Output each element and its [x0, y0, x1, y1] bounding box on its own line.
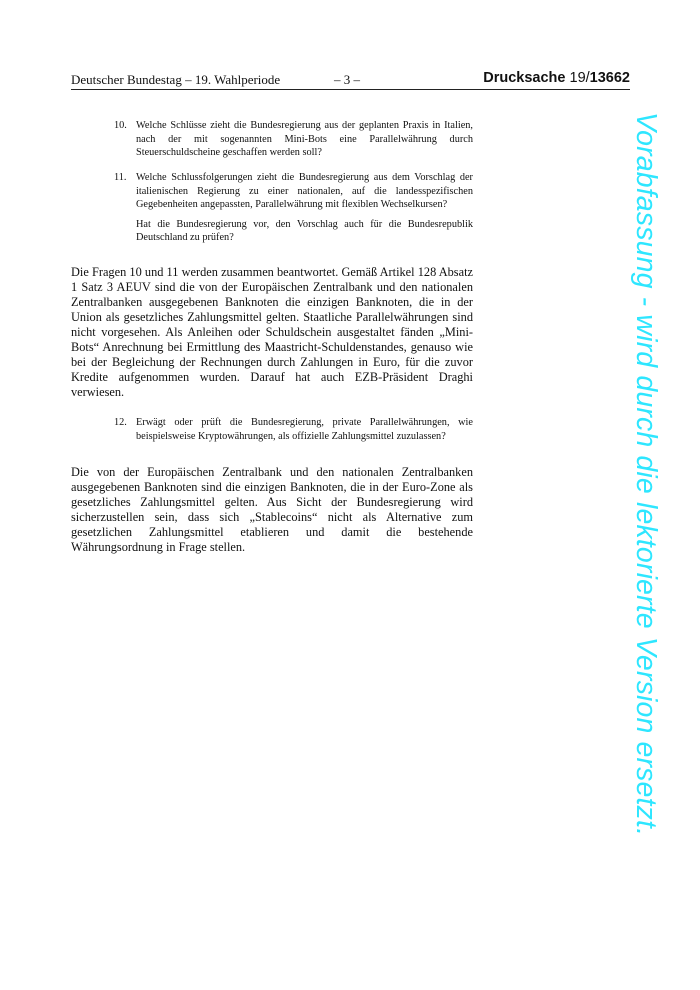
question-text: Erwägt oder prüft die Bundesregierung, private Parallelwährungen, wie beispielsweise Kryptowährungen, als offizielle Zahlungsmittel zuzulassen? — [136, 417, 473, 442]
answer-10-11: Die Fragen 10 und 11 werden zusammen beantwortet. Gemäß Artikel 128 Absatz 1 Satz 3 AEUV sind die von der Europäischen Zentralbank und den nationalen Zentralbanken ausgegebenen Banknoten die einzigen Banknoten, die in der Union als gesetzliches Zahlungsmittel gelten. Staatliche Parallelwährungen sind nicht vorgesehen. Als Anleihen oder Schuldschein ausgestaltet fänden „Mini-Bots“ Anrechnung bei Ermittlung des Maastricht-Schuldenstandes, genauso wie bei der Begleichung der Rechnungen durch Zahlungen in Euro, für die zuvor Kredite aufgenommen wurden. Darauf hat auch EZB-Präsident Draghi verwiesen. — [71, 265, 473, 399]
page-number: – 3 – — [334, 72, 360, 87]
question-text: Welche Schlüsse zieht die Bundesregierung aus der geplanten Praxis in Italien, nach der mit sogenannten Mini-Bots eine Parallelwährung durch Steuerschuldscheine geschaffen werden soll? — [136, 120, 473, 158]
document-number-value: 13662 — [589, 70, 630, 86]
draft-watermark: Vorabfassung - wird durch die lektorierte Version ersetzt. — [630, 112, 662, 837]
question-number: 12. — [114, 417, 127, 428]
question-11 — [114, 171, 473, 245]
question-number: 10. — [114, 120, 127, 131]
header-publisher: Deutscher Bundestag – 19. Wahlperiode — [71, 72, 281, 87]
document-label: Drucksache — [483, 70, 566, 86]
question-subtext: Hat die Bundesregierung vor, den Vorschlag auch für die Bundesrepublik Deutschland zu prüfen? — [136, 218, 473, 243]
question-text: Welche Schlussfolgerungen zieht die Bundesregierung aus dem Vorschlag der italienischen Regierung zu einer nationalen, auf die landesspezifischen Gegebenheiten angepassten, Parallelwährung mit flexiblen Wechselkursen? — [136, 172, 473, 210]
document-number — [483, 70, 630, 86]
page-header — [71, 70, 630, 90]
document-number-prefix: 19/ — [569, 70, 590, 86]
answer-12: Die von der Europäischen Zentralbank und den nationalen Zentralbanken ausgegebenen Banknoten sind die einzigen Banknoten, die in der Euro-Zone als gesetzliches Zahlungsmittel gelten. Aus Sicht der Bundesregierung wird sicherzustellen sein, dass sich „Stablecoins“ nicht als Alternative zum gesetzlichen Zahlungsmittel etablieren und damit die bestehende Währungsordnung in Frage stellen. — [71, 465, 473, 554]
header-rule — [71, 89, 630, 90]
question-12 — [114, 416, 473, 443]
question-10 — [114, 119, 473, 160]
question-number: 11. — [114, 172, 127, 183]
